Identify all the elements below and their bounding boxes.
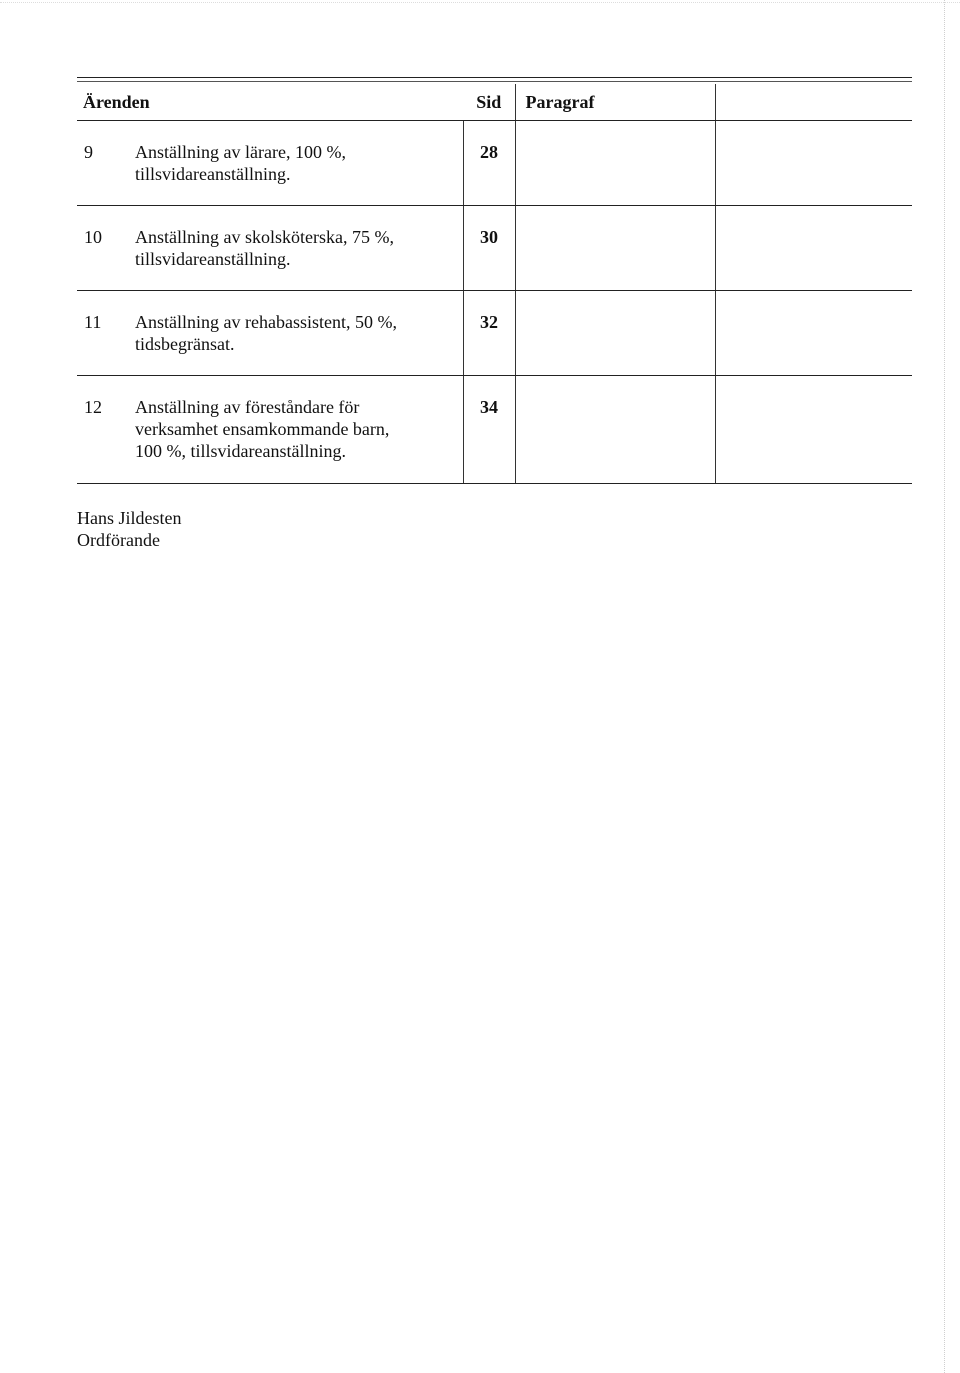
item-number: 9 bbox=[84, 142, 93, 162]
scan-edge-right bbox=[944, 0, 946, 1373]
item-paragraph bbox=[515, 121, 715, 206]
item-extra bbox=[715, 121, 912, 206]
item-cell bbox=[77, 121, 463, 206]
item-title: Anställning av föreståndare för verksamhet ensamkommande barn, 100 %, tillsvidareanställning. bbox=[135, 397, 390, 461]
signature-name: Hans Jildesten bbox=[77, 508, 182, 528]
item-page: 32 bbox=[463, 291, 515, 376]
item-page: 34 bbox=[463, 376, 515, 484]
item-title: Anställning av rehabassistent, 50 %, tidsbegränsat. bbox=[135, 312, 397, 354]
header-arenden: Ärenden bbox=[77, 84, 463, 121]
table-row bbox=[77, 291, 912, 376]
table-top-rule bbox=[77, 77, 912, 78]
item-extra bbox=[715, 206, 912, 291]
table-row bbox=[77, 376, 912, 484]
table-top-rule-secondary bbox=[77, 81, 912, 82]
item-cell bbox=[77, 291, 463, 376]
item-title: Anställning av lärare, 100 %, tillsvidareanställning. bbox=[135, 142, 346, 184]
header-extra bbox=[715, 84, 912, 121]
table-row bbox=[77, 206, 912, 291]
item-cell bbox=[77, 206, 463, 291]
table-header-row bbox=[77, 84, 912, 121]
item-title: Anställning av skolsköterska, 75 %, tillsvidareanställning. bbox=[135, 227, 394, 269]
item-page: 30 bbox=[463, 206, 515, 291]
item-paragraph bbox=[515, 206, 715, 291]
header-paragraf: Paragraf bbox=[515, 84, 715, 121]
item-number: 10 bbox=[84, 227, 102, 247]
item-cell bbox=[77, 376, 463, 484]
item-extra bbox=[715, 291, 912, 376]
item-number: 12 bbox=[84, 397, 102, 417]
signature-block bbox=[77, 507, 181, 551]
item-extra bbox=[715, 376, 912, 484]
item-number: 11 bbox=[84, 312, 102, 332]
signature-role: Ordförande bbox=[77, 530, 160, 550]
table-row bbox=[77, 121, 912, 206]
item-paragraph bbox=[515, 376, 715, 484]
item-page: 28 bbox=[463, 121, 515, 206]
agenda-table bbox=[77, 84, 912, 484]
item-paragraph bbox=[515, 291, 715, 376]
header-sid: Sid bbox=[463, 84, 515, 121]
scan-edge-top bbox=[0, 2, 960, 3]
